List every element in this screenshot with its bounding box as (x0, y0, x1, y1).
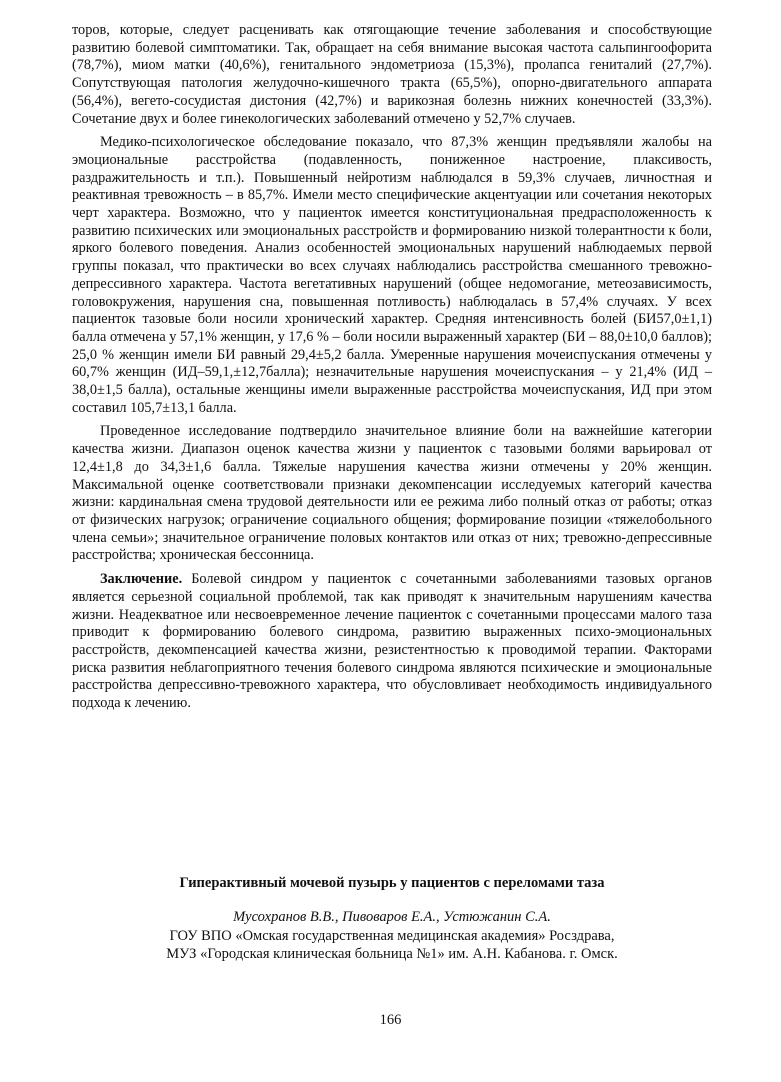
affiliation-line-1: ГОУ ВПО «Омская государственная медицинская академия» Росздрава, (169, 927, 615, 944)
page-number: 166 (379, 1012, 402, 1028)
article-body (72, 22, 712, 719)
paragraph-quality-of-life: Проведенное исследование подтвердило значительное влияние боли на важнейшие категории качества жизни. Диапазон оценок качества жизни у пациенток с тазовыми болями варьировал от 12,4±1,8 до 34,3±1,6 балла. Тяжелые нарушения качества жизни отмечены у 20% женщин. Максимальной оценке соответствовали признаки декомпенсации исследуемых категорий качества жизни: кардинальная смена трудовой деятельности или ее режима либо полный отказ от работы; отказ от физических нагрузок; ограничение социального общения; формирование позиции «тяжелобольного члена семьи»; значительное ограничение половых контактов или отказ от них; тревожно-депрессивные расстройства; хроническая бессонница. (72, 423, 712, 564)
conclusion-text: Болевой синдром у пациенток с сочетанными заболеваниями тазовых органов является серьезной социальной проблемой, так как приводят к значительным нарушениям качества жизни. Неадекватное или несвоевременное лечение пациенток с сочетанными процессами малого таза приводит к формированию болевого синдрома, развитию выраженных психо-эмоциональных расстройств, декомпенсацией качества жизни, резистентностью к проводимой терапии. Факторами риска развития неблагоприятного течения болевого синдрома являются психические и эмоциональные расстройства депрессивно-тревожного характера, что обусловливает необходимость индивидуального подхода к лечению. (72, 571, 712, 712)
affiliation-line-2: МУЗ «Городская клиническая больница №1» им. А.Н. Кабанова. г. Омск. (166, 946, 618, 962)
paragraph-psychological-exam: Медико-психологическое обследование показало, что 87,3% женщин предъявляли жалобы на эмоциональные расстройства (подавленность, пониженное настроение, плаксивость, раздражительность и т.п.). Повышенный нейротизм наблюдался в 59,3% случаев, личностная и реактивная тревожность – в 85,7%. Имели место специфические акцентуации или сочетания некоторых черт характера. Возможно, что у пациенток имеется конституциональная предрасположенность к развитию психических или эмоциональных расстройств и формированию низкой толерантности к боли, яркого болевого поведения. Анализ особенностей эмоциональных нарушений наблюдаемых первой группы показал, что практически во всех случаях наблюдались расстройства смешанного тревожно-депрессивного характера. Частота вегетативных нарушений (общее недомогание, метеозависимость, головокружения, нарушения сна, повышенная потливость) наблюдалась в 57,4% случаях. У всех пациенток тазовые боли носили хронический характер. Средняя интенсивность болей (БИ57,0±1,1) балла отмечена у 57,1% женщин, у 17,6 % – боли носили выраженный характер (БИ – 88,0±10,0 баллов); 25,0 % женщин имели БИ равный 29,4±5,2 балла. Умеренные нарушения мочеиспускания отмечены у 60,7% женщин (ИД–59,1,±12,7балла); незначительные нарушения мочеиспускания – у 21,4% (ИД – 38,0±1,5 балла), остальные женщины имели выраженные расстройства мочеиспускания, ИД при этом составил 105,7±13,1 балла. (72, 134, 712, 416)
authors-line: Мусохранов В.В., Пивоваров Е.А., Устюжанин С.А. (233, 909, 551, 925)
next-article-title: Гиперактивный мочевой пузырь у пациентов с переломами таза (179, 875, 605, 891)
paragraph-conclusion (72, 571, 712, 713)
conclusion-label: Заключение. (100, 571, 183, 588)
next-article-meta (72, 908, 712, 964)
paragraph-comorbidities: торов, которые, следует расценивать как отягощающие течение заболевания и способствующие развитию болевой симптоматики. Так, обращает на себя внимание высокая частота сальпингоофорита (78,7%), миом матки (40,6%), генитального эндометриоза (15,3%), пролапса гениталий (27,7%). Сопутствующая патология желудочно-кишечного тракта (65,5%), опорно-двигательного аппарата (56,4%), вегето-сосудистая дистония (42,7%) и варикозная болезнь нижних конечностей (33,3%). Сочетание двух и более гинекологических заболеваний отмечено у 52,7% случаев. (72, 22, 712, 127)
